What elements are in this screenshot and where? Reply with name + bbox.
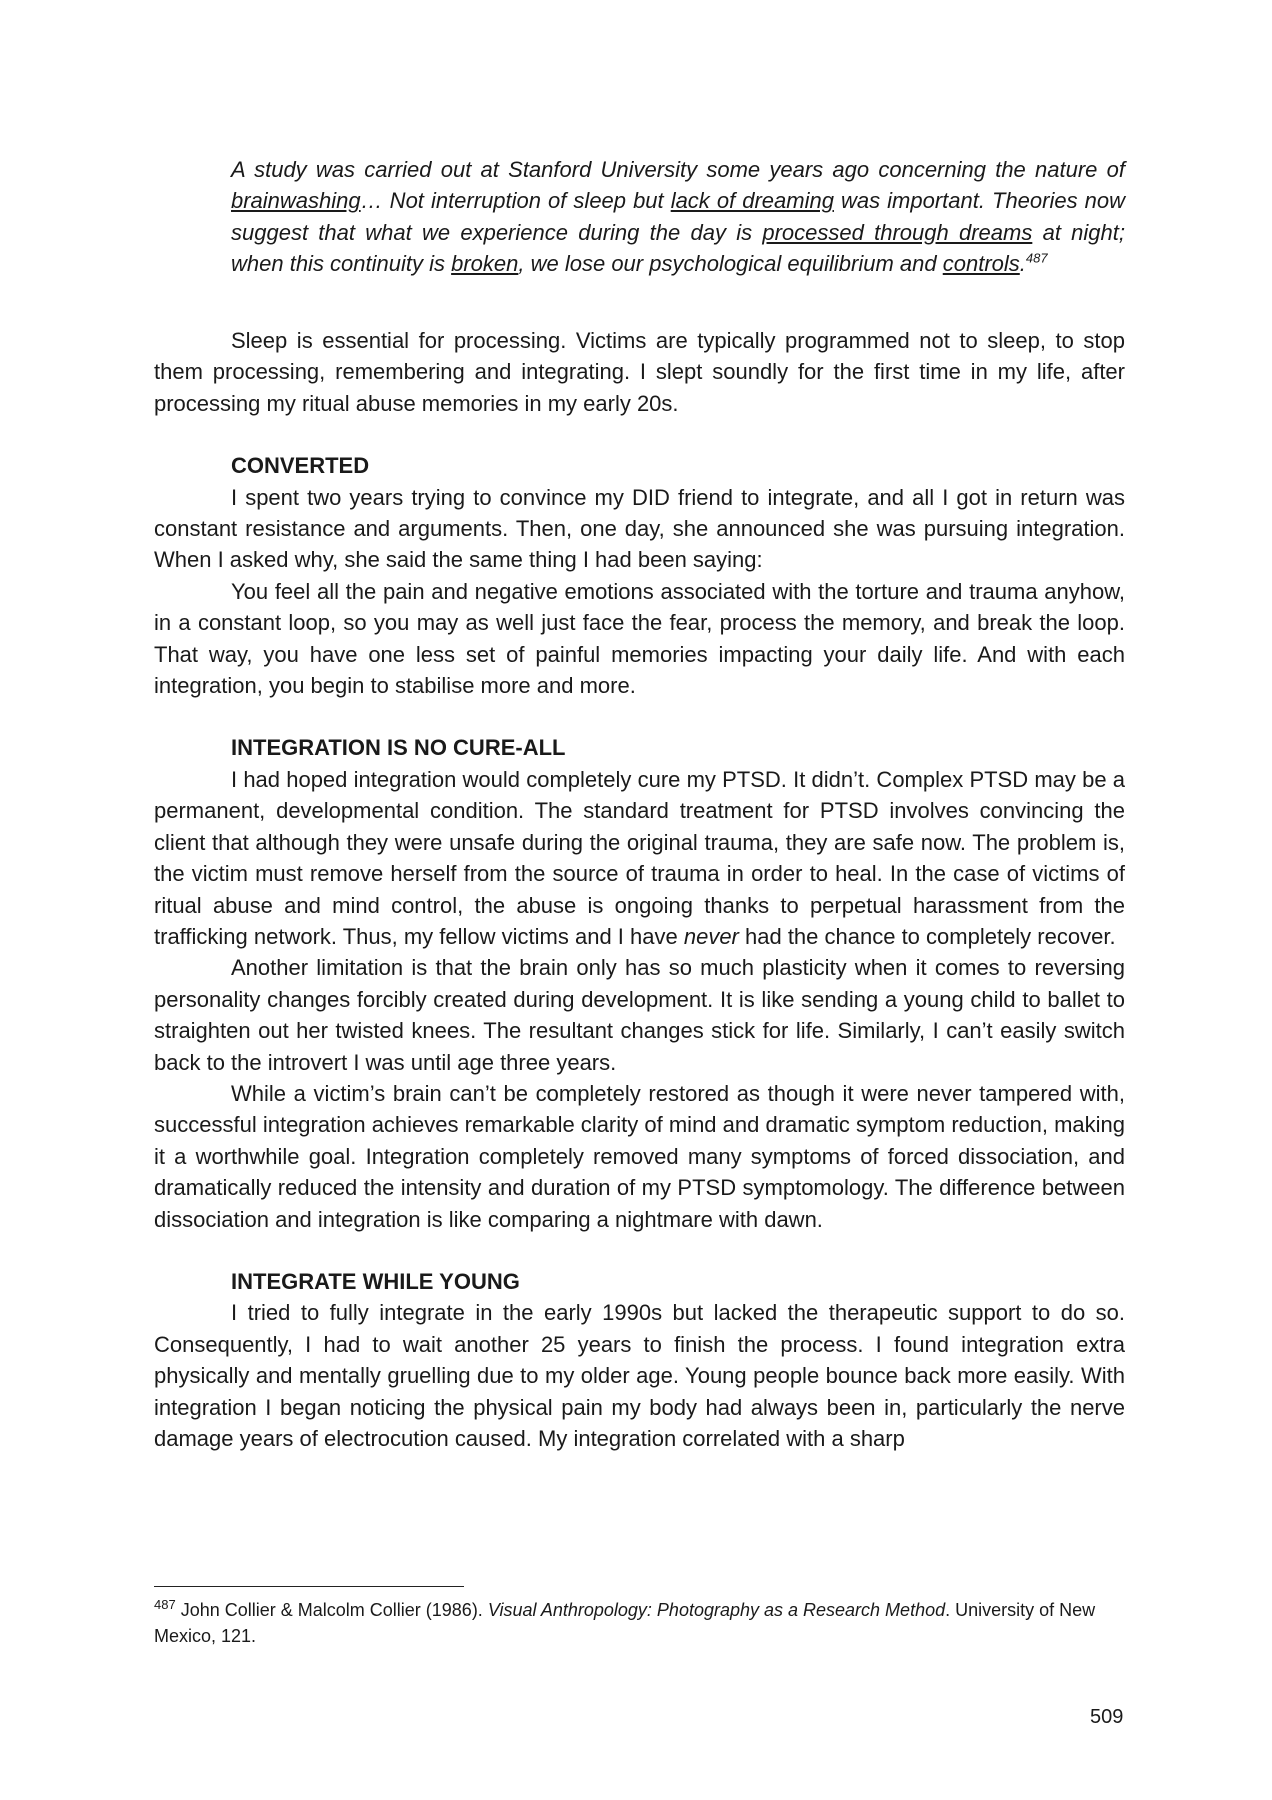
quote-underlined-text: processed through dreams — [762, 219, 1033, 245]
quote-underlined-text: lack of dreaming — [670, 188, 834, 214]
footnote-authors: John Collier & Malcolm Collier (1986). — [175, 1600, 488, 1620]
quote-underlined-text: brainwashing — [231, 188, 361, 214]
quote-underlined-text: controls — [942, 251, 1020, 277]
paragraph-cure-1 — [154, 764, 1125, 952]
quote-text: A study was carried out at Stanford University some years ago concerning the nature of — [231, 157, 1125, 182]
quote-text: was important. Theories now suggest that what we experience during the day is — [231, 188, 1125, 245]
footnote — [154, 1597, 1125, 1649]
footnote-publisher: . University of New Mexico, 121. — [154, 1600, 1096, 1646]
paragraph-text: I had hoped integration would completely cure my PTSD. It didn’t. Complex PTSD may be a permanent, developmental condition. The standard treatment for PTSD involves convincing the client that although they were unsafe during the original trauma, they are safe now. The problem is, the victim must remove herself from the source of trauma in order to heal. In the case of victims of ritual abuse and mind control, the abuse is ongoing thanks to perpetual harassment from the trafficking network. Thus, my fellow victims and I have — [154, 766, 1125, 949]
paragraph-converted-1: I spent two years trying to convince my DID friend to integrate, and all I got in return was constant resistance and arguments. Then, one day, she announced she was pursuing integration. When I asked why, she said the same thing I had been saying: — [154, 484, 1125, 573]
quote-text: . — [1019, 251, 1026, 277]
footnote-divider — [154, 1586, 464, 1587]
paragraph-text: had the chance to completely recover. — [738, 923, 1116, 949]
footnote-title: Visual Anthropology: Photography as a Research Method — [487, 1600, 946, 1620]
page-number: 509 — [1090, 1706, 1124, 1728]
paragraph-sleep: Sleep is essential for processing. Victims are typically programmed not to sleep, to stop them processing, remembering and integrating. I slept soundly for the first time in my life, after processing my ritual abuse memories in my early 20s. — [154, 328, 1125, 416]
footnote-number: 487 — [154, 1597, 176, 1612]
emphasis-text: never — [683, 923, 739, 949]
heading-converted: CONVERTED — [231, 453, 370, 479]
paragraph-young-1: I tried to fully integrate in the early 1990s but lacked the therapeutic support to do so. Consequently, I had to wait another 25 years to finish the process. I found integration extra physically and mentally gruelling due to my older age. Young people bounce back more easily. With integration I began noticing the physical pain my body had always been in, particularly the nerve damage years of electrocution caused. My integration correlated with a sharp — [154, 1300, 1125, 1451]
quote-text: at night; when this continuity is — [231, 219, 1125, 277]
heading-integration-no-cure-all: INTEGRATION IS NO CURE-ALL — [231, 735, 566, 761]
body-text — [154, 325, 1125, 1454]
heading-integrate-while-young: INTEGRATE WHILE YOUNG — [231, 1268, 520, 1294]
block-quote — [231, 154, 1125, 280]
paragraph-cure-3: While a victim’s brain can’t be completely restored as though it were never tampered with, successful integration achieves remarkable clarity of mind and dramatic symptom reduction, making it a worthwhile goal. Integration completely removed many symptoms of forced dissociation, and dramatically reduced the intensity and duration of my PTSD symptomology. The difference between dissociation and integration is like comparing a nightmare with dawn. — [154, 1080, 1125, 1232]
quote-text: … Not interruption of sleep but — [360, 188, 671, 214]
quote-text: , we lose our psychological equilibrium and — [518, 251, 943, 277]
quote-underlined-text: broken — [451, 251, 519, 277]
paragraph-cure-2: Another limitation is that the brain only has so much plasticity when it comes to reversing personality changes forcibly created during development. It is like sending a young child to ballet to straighten out her twisted knees. The resultant changes stick for life. Similarly, I can’t easily switch back to the introvert I was until age three years. — [154, 955, 1125, 1075]
paragraph-converted-2: You feel all the pain and negative emotions associated with the torture and trauma anyhow, in a constant loop, so you may as well just face the fear, process the memory, and break the loop. That way, you have one less set of painful memories impacting your daily life. And with each integration, you begin to stabilise more and more. — [154, 578, 1125, 699]
footnote-reference[interactable]: 487 — [1025, 250, 1048, 266]
